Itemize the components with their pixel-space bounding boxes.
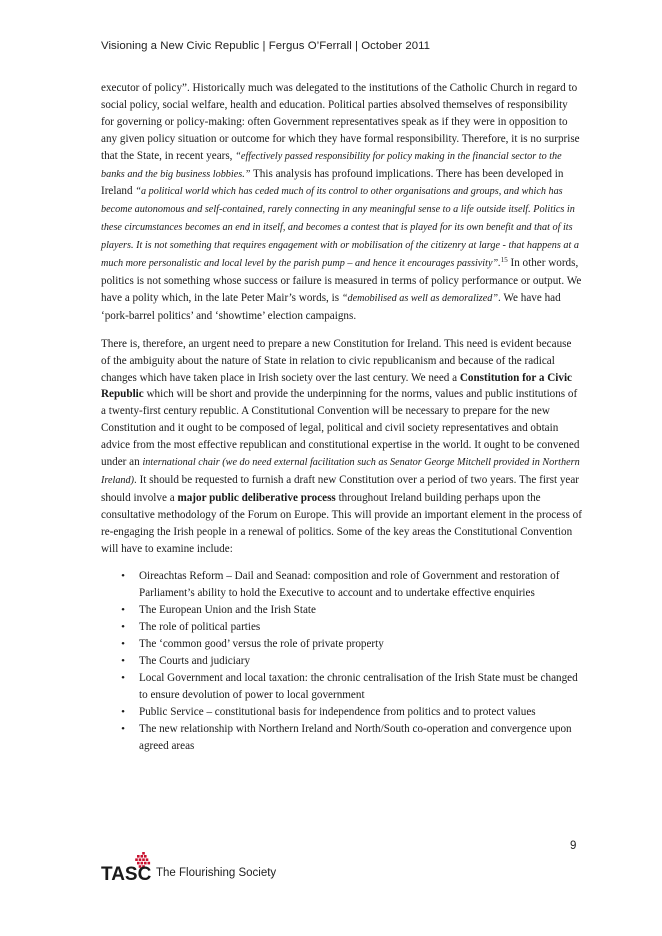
bullet-icon: • [121, 621, 125, 634]
p1-text-d: . We have had ‘pork-barrel politics’ and ‘showtime’ election campaigns. [101, 291, 561, 322]
bullet-icon: • [121, 655, 125, 667]
list-item-text: Local Government and local taxation: the chronic centralisation of the Irish State must be changed to ensure devolution of power to local government [139, 671, 578, 701]
list-item [101, 653, 583, 670]
list-item-text: The ‘common good’ versus the role of private property [139, 638, 384, 651]
paragraph-1 [101, 80, 583, 325]
bullet-icon: • [121, 705, 125, 718]
bullet-icon: • [121, 604, 125, 617]
list-item-text: The role of political parties [139, 621, 261, 634]
bullet-icon: • [121, 671, 125, 684]
footer-brand [101, 852, 401, 886]
p2-text-c: . It should be requested to furnish a draft new Constitution over a period of two years. The first year should involve a [101, 473, 580, 504]
bullet-icon: • [121, 722, 125, 735]
footnote-ref-15[interactable]: 15 [500, 256, 508, 265]
p1-text-b: This analysis has profound implications. There has been developed in Ireland [101, 167, 564, 198]
p1-quote-policy: “effectively passed responsibility for policy making in the financial sector to the banks and the big business lobbies.” [101, 150, 562, 180]
running-header: Visioning a New Civic Republic | Fergus O’Ferrall | October 2011 [101, 40, 431, 52]
footer-tagline: The Flourishing Society [156, 867, 277, 879]
p1-text-c: In other words, politics is not something whose success or failure is measured in terms of policy performance or output. We have a polity which, in the late Peter Mair’s words, is [101, 257, 582, 304]
list-item-text: Oireachtas Reform – Dail and Seanad: composition and role of Government and restoration of Parliament’s ability to hold the Executive to account and to undertake effective enquiries [139, 570, 560, 600]
convention-areas-list [101, 568, 583, 754]
bullet-icon: • [121, 638, 125, 651]
p2-text-d: throughout Ireland building perhaps upon the consultative methodology of the Forum on Europe. This will provide an important element in the process of re-engaging the Irish people in a renewal of politics. Some of the key areas the Constitutional Convention will have to examine include: [101, 491, 582, 555]
bullet-icon: • [121, 570, 125, 583]
p2-text-a: There is, therefore, an urgent need to prepare a new Constitution for Ireland. This need is evident because of the ambiguity about the nature of State in relation to civic republicanism and because of the radical changes which have taken place in Irish society over the last century. We need a [101, 337, 572, 384]
list-item-text: The new relationship with Northern Ireland and North/South co-operation and convergence upon agreed areas [139, 722, 572, 752]
list-item [101, 568, 583, 602]
list-item-text: The European Union and the Irish State [139, 604, 316, 617]
list-item [101, 721, 583, 755]
list-item [101, 704, 583, 721]
p2-bold-constitution: Constitution for a Civic Republic [101, 371, 573, 401]
page-number: 9 [570, 840, 577, 852]
p1-text-a: executor of policy”. Historically much was delegated to the institutions of the Catholic Church in regard to social policy, social welfare, health and education. Political parties absolved themselves of responsibility for governing or policy-making: often Government representatives speak as if they were in opposition to any given policy situation or outcome for which they have formal responsibility. Therefore, it is no surprise that the State, in recent years, [101, 82, 580, 162]
paragraph-2 [101, 336, 583, 558]
p2-quote-chair: international chair (we do need external facilitation such as Senator George Mitchell provided in Northern Ireland) [101, 457, 580, 486]
list-item-text: Public Service – constitutional basis for independence from politics and to protect values [139, 705, 536, 718]
tasc-logo-text: TASC [101, 864, 152, 884]
p2-text-b: which will be short and provide the underpinning for the norms, values and public institutions of a twenty-first century republic. A Constitutional Convention will be necessary to prepare for the new Constitution and it ought to be composed of legal, political and civil society representatives and obtain advice from the most effective republican and constitutional expertise in the world. It ought to be convened under an [101, 388, 580, 469]
p1-quote-mair: “demobilised as well as demoralized” [341, 292, 499, 304]
p2-bold-deliberative: major public deliberative process [177, 491, 336, 504]
body-text [101, 80, 583, 754]
list-item [101, 670, 583, 704]
list-item [101, 602, 583, 619]
list-item [101, 619, 583, 636]
p1-quote-political-world: “a political world which has ceded much of its control to other organisations and groups, and which has become autonomous and self-contained, rarely connecting in any meaningful sense to a life outside itself. Politics in these circumstances becomes an end in itself, and becomes a contest that is played for its own benefit and that of its players. It is not something that requires engagement with or mobilisation of the citizenry at large - that happens at a much more personalistic and local level by the parish pump – and hence it encourages passivity”. [101, 186, 579, 270]
list-item [101, 636, 583, 653]
list-item-text: The Courts and judiciary [139, 655, 251, 667]
tasc-logo-icon [101, 852, 161, 884]
